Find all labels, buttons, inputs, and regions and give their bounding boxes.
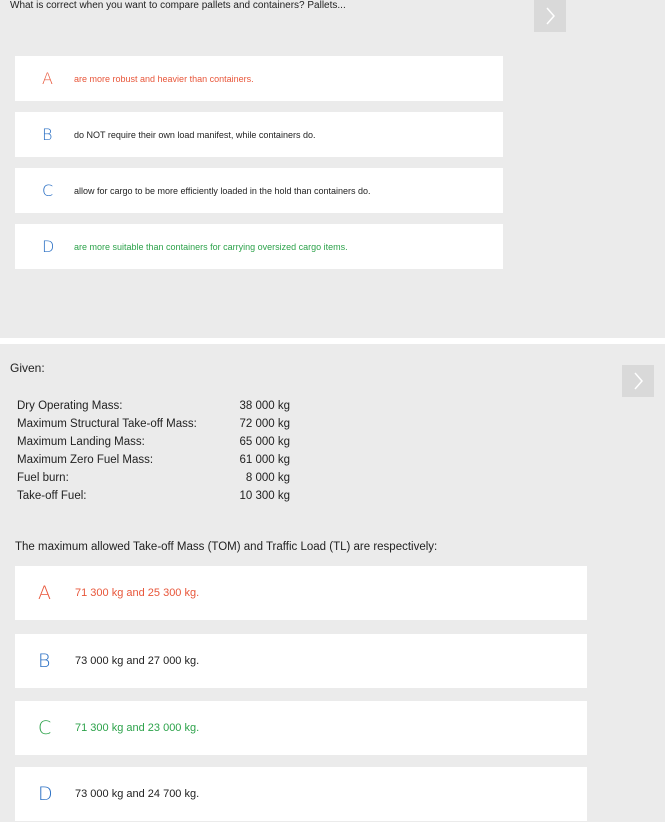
option-text: 73 000 kg and 27 000 kg. (75, 655, 200, 667)
option-text: 71 300 kg and 23 000 kg. (75, 722, 200, 734)
option-text: 71 300 kg and 25 300 kg. (75, 587, 200, 599)
option-letter: A (42, 69, 53, 88)
option-text: allow for cargo to be more efficiently loaded in the hold than containers do. (74, 185, 371, 196)
given-row (17, 397, 290, 415)
option-text: are more suitable than containers for carrying oversized cargo items. (74, 241, 348, 252)
next-button[interactable] (622, 365, 654, 397)
given-label: Maximum Landing Mass: (17, 436, 145, 448)
answer-option-b[interactable] (15, 112, 503, 157)
answer-option-d[interactable] (15, 224, 503, 269)
given-value: 65 000 kg (239, 436, 290, 448)
question-prompt: The maximum allowed Take-off Mass (TOM) and Traffic Load (TL) are respectively: (15, 541, 438, 553)
chevron-right-icon (534, 0, 566, 32)
next-button[interactable] (534, 0, 566, 32)
option-letter: D (38, 783, 53, 805)
question-panel-1 (0, 0, 665, 338)
option-text: do NOT require their own load manifest, while containers do. (74, 129, 316, 140)
given-value: 61 000 kg (239, 454, 290, 466)
answer-option-a[interactable] (15, 566, 587, 620)
question-panel-2 (0, 344, 665, 822)
answer-option-b[interactable] (15, 634, 587, 688)
given-row (17, 469, 290, 487)
answer-option-d[interactable] (15, 767, 587, 821)
given-data-list (17, 397, 290, 505)
given-row (17, 415, 290, 433)
question-text: Given: (10, 361, 45, 375)
given-value: 10 300 kg (239, 490, 290, 502)
given-label: Maximum Structural Take-off Mass: (17, 418, 197, 430)
given-label: Dry Operating Mass: (17, 400, 123, 412)
chevron-right-icon (622, 365, 654, 397)
given-label: Maximum Zero Fuel Mass: (17, 454, 154, 466)
option-letter: C (42, 181, 54, 200)
question-text: What is correct when you want to compare pallets and containers? Pallets... (10, 0, 346, 11)
option-letter: B (38, 650, 51, 672)
answer-option-c[interactable] (15, 701, 587, 755)
given-row (17, 451, 290, 469)
option-letter: D (42, 237, 55, 256)
option-letter: B (42, 125, 53, 144)
given-label: Fuel burn: (17, 472, 69, 484)
given-value: 8 000 kg (245, 472, 290, 484)
given-value: 72 000 kg (239, 418, 290, 430)
option-text: 73 000 kg and 24 700 kg. (75, 788, 200, 800)
given-row (17, 487, 290, 505)
given-value: 38 000 kg (239, 400, 290, 412)
option-letter: C (38, 717, 52, 739)
option-text: are more robust and heavier than containers. (74, 73, 254, 84)
option-letter: A (38, 582, 51, 604)
given-row (17, 433, 290, 451)
given-label: Take-off Fuel: (17, 490, 87, 502)
answer-option-c[interactable] (15, 168, 503, 213)
answer-option-a[interactable] (15, 56, 503, 101)
